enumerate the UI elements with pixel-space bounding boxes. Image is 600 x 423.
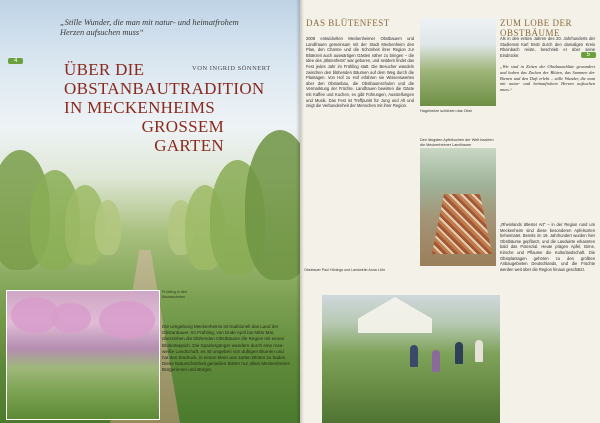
orchard-tree <box>95 200 121 255</box>
headline-line-1: ÜBER DIE <box>64 60 145 79</box>
article-headline <box>64 60 264 155</box>
page-number-right: 5 <box>581 52 596 58</box>
body-text-column-2b: „Rheinlands ältester Art“ – in der Region rund um Meckenheim sind diese besonderen Apfelsorten beheimatet. Bereits im 19. Jahrhundert wurden hier Obstbäume gepflanzt, und die Landwirte erkannten bald das Potenzial. Heute prägen Apfel, Birne, Kirsche und Pflaume die Kulturlandschaft. Die Obstplantagen gehören zu den größten Anbaugebieten Deutschlands, und die Früchte werden weit über die Region hinaus geschätzt. <box>500 222 595 272</box>
photo-hail-nets <box>420 18 496 106</box>
page-gutter <box>296 0 304 423</box>
inset-photo-blossoms <box>6 290 160 420</box>
photo-caption: Frühling in den Baumschulen <box>162 290 188 299</box>
caption-hail-nets: Hagelnetze schützen das Obst <box>420 109 472 113</box>
headline-line-3: IN MECKENHEIMS <box>64 98 216 117</box>
right-page <box>300 0 600 423</box>
body-text-column-2: Als in den ersten Jahren des 20. Jahrhunderts der Studienrat Karl Brott durch den damaligen Kreis Rheinbach reiste, beschrieb er über seine Eindrücke: <box>500 36 595 58</box>
section-title-bluetenfest: DAS BLÜTENFEST <box>306 18 390 28</box>
body-text-column-1: 2008 entwickelten Meckenheimer Obstbauern und Landfrauen gemeinsam mit der Stadt Meckenheim den Plan, den Charme und die Schönheit ihrer Region zur Blütezeit auch auswärtigen Gästen näher zu bringen – die Idee des „Blütenfests“ war geboren, und seitdem findet das Fest jedes Jahr im Frühling statt. Die Besucher wandeln zwischen den blühenden Bäumen auf dem Weg durch die Plantagen. Von Hof zu Hof erfahren sie Wissenswertes über den Obstanbau, die Obstbaumschulen und die Vermarktung der Früchte. Landfrauen bewirten die Gäste mit Kaffee und Kuchen, es gibt Führungen, Ausstellungen und Musik. Das Fest ist Treffpunkt für Jung und Alt und zeigt die Verbundenheit der Menschen mit ihrer Region. <box>306 36 414 109</box>
lead-paragraph: Die Umgebung Meckenheims ist traditionell das Land der Obstanbauer. Im Frühling, von Ende April bis Mitte Mai, überziehen die blühenden Obstbäume die Region mit einem Blütenteppich. Die Spaziergänger wandern durch eine rosa-weiße Landschaft, es ist umgeben von duftigen Blumen und hat den Eindruck, in einem Meer aus zarten Blüten zu baden. Diese Naturschönheit genießen bisher nur allein Meckenheims Bürgerinnen und Bürger. <box>162 324 290 373</box>
italic-quote: „Wir sind in Zeiten der Obstbaumblüte gewandert und haben das Zucken der Blüten, das Summen der Bienen und den Duft erlebt – stille Wunder, die man mit natur- und heimatfrohem Herzen aufsuchen muss.“ <box>500 64 595 93</box>
headline-line-5: GARTEN <box>154 136 224 155</box>
person <box>410 345 418 367</box>
blossom-tree <box>51 303 91 333</box>
page-number-left: 4 <box>8 58 23 64</box>
pull-quote: „Stille Wunder, die man mit natur- und heimatfrohem Herzen aufsuchen muss“ <box>60 18 239 37</box>
blossom-tree <box>99 301 155 339</box>
person <box>432 350 440 372</box>
author-byline: VON INGRID SÖNNERT <box>192 65 271 72</box>
person <box>455 342 463 364</box>
headline-line-2: OBSTANBAUTRADITION <box>64 79 265 98</box>
person <box>475 340 483 362</box>
headline-line-4: GROSSEM <box>141 117 224 136</box>
section-title-obstbaeume: ZUM LOBE DER OBSTBÄUME <box>500 18 572 38</box>
caption-apple-cake: Den längsten Apfelkuchen der Welt backten die Meckenheimer Landfrauen <box>420 138 494 147</box>
caption-farmers: Obstbauer Paul Hönings und Landwirtin Anna Löhr <box>304 268 385 272</box>
